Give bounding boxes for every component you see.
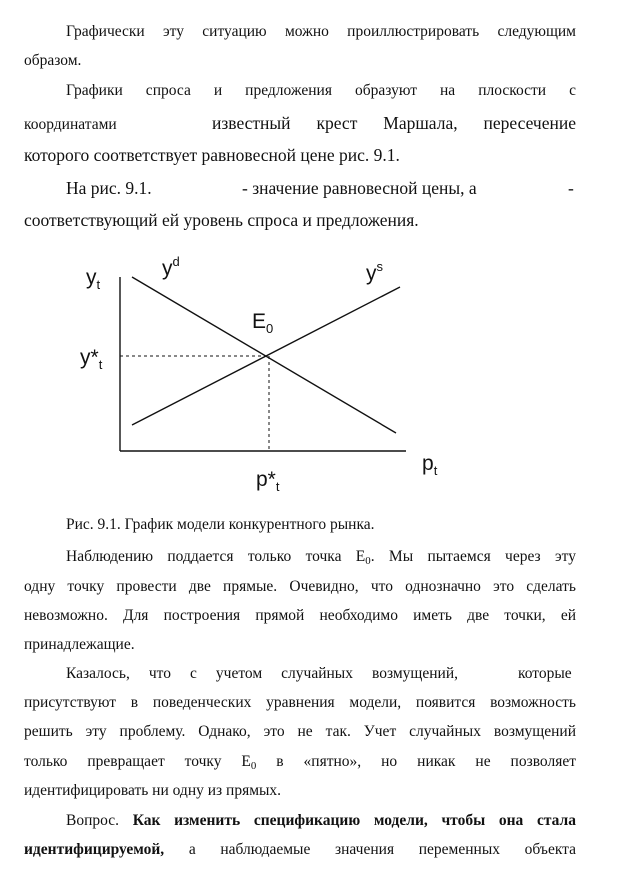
- demand-label: $y^d$: [162, 254, 180, 280]
- paragraph-2-line-2-start: координатами: [24, 116, 117, 133]
- paragraph-4-line-3: невозможно. Для построения прямой необходимо иметь две точки, ей: [24, 607, 576, 624]
- paragraph-4-line-1: Наблюдению поддается только точка $E_0$. Мы пытаемся через эту: [66, 548, 576, 567]
- paragraph-1-line-2: образом.: [24, 52, 82, 69]
- figure-caption: Рис. 9.1. График модели конкурентного рынка.: [66, 516, 375, 533]
- paragraph-2-line-2: [24, 115, 576, 135]
- paragraph-3-line-1-start: На рис. 9.1.: [66, 178, 152, 198]
- paragraph-4-line-4: принадлежащие.: [24, 636, 135, 653]
- paragraph-2-line-1: Графики спроса и предложения образуют на плоскости с: [66, 82, 576, 99]
- paragraph-4-line-2: одну точку провести две прямые. Очевидно, что однозначно это сделать: [24, 578, 576, 595]
- paragraph-5-line-4: только превращает точку $E_0$ в «пятно», но никак не позволяет: [24, 753, 576, 772]
- paragraph-5-line-3: решить эту проблему. Однако, это не так. Учет случайных возмущений: [24, 723, 576, 740]
- paragraph-2-line-3: которого соответствует равновесной цене рис. 9.1.: [24, 145, 400, 165]
- paragraph-5-line-1-end: которые: [518, 665, 572, 682]
- paragraph-3-line-1-dash: -: [568, 178, 574, 198]
- y-axis-label: $y_t$: [86, 266, 101, 292]
- equilibrium-label: $E_0$: [252, 310, 274, 336]
- p-star-label: $p*_t$: [256, 468, 280, 494]
- supply-label: $y^s$: [366, 259, 383, 285]
- paragraph-5-line-5: идентифицировать ни одну из прямых.: [24, 782, 282, 799]
- paragraph-3-line-1-middle: - значение равновесной цены, а: [242, 178, 477, 198]
- demand-line: [132, 277, 396, 433]
- marshall-cross-diagram: [76, 255, 456, 495]
- paragraph-6-line-2: идентифицируемой, а наблюдаемые значения переменных объекта: [24, 841, 576, 858]
- paragraph-1-line-1: Графически эту ситуацию можно проиллюстрировать следующим: [66, 23, 576, 40]
- paragraph-3-line-2: соответствующий ей уровень спроса и предложения.: [24, 210, 419, 230]
- y-star-label: $y*_t$: [80, 346, 103, 372]
- paragraph-5-line-1-start: Казалось, что с учетом случайных возмущений,: [66, 665, 458, 682]
- paragraph-2-line-2-end: известный крест Маршала, пересечение: [212, 113, 576, 133]
- marshall-cross-figure: [76, 255, 456, 495]
- paragraph-6-line-1: Вопрос. Как изменить спецификацию модели, чтобы она стала: [66, 812, 577, 829]
- paragraph-5-line-2: присутствуют в поведенческих уравнения модели, появится возможность: [24, 694, 576, 711]
- x-axis-label: $p_t$: [422, 452, 438, 478]
